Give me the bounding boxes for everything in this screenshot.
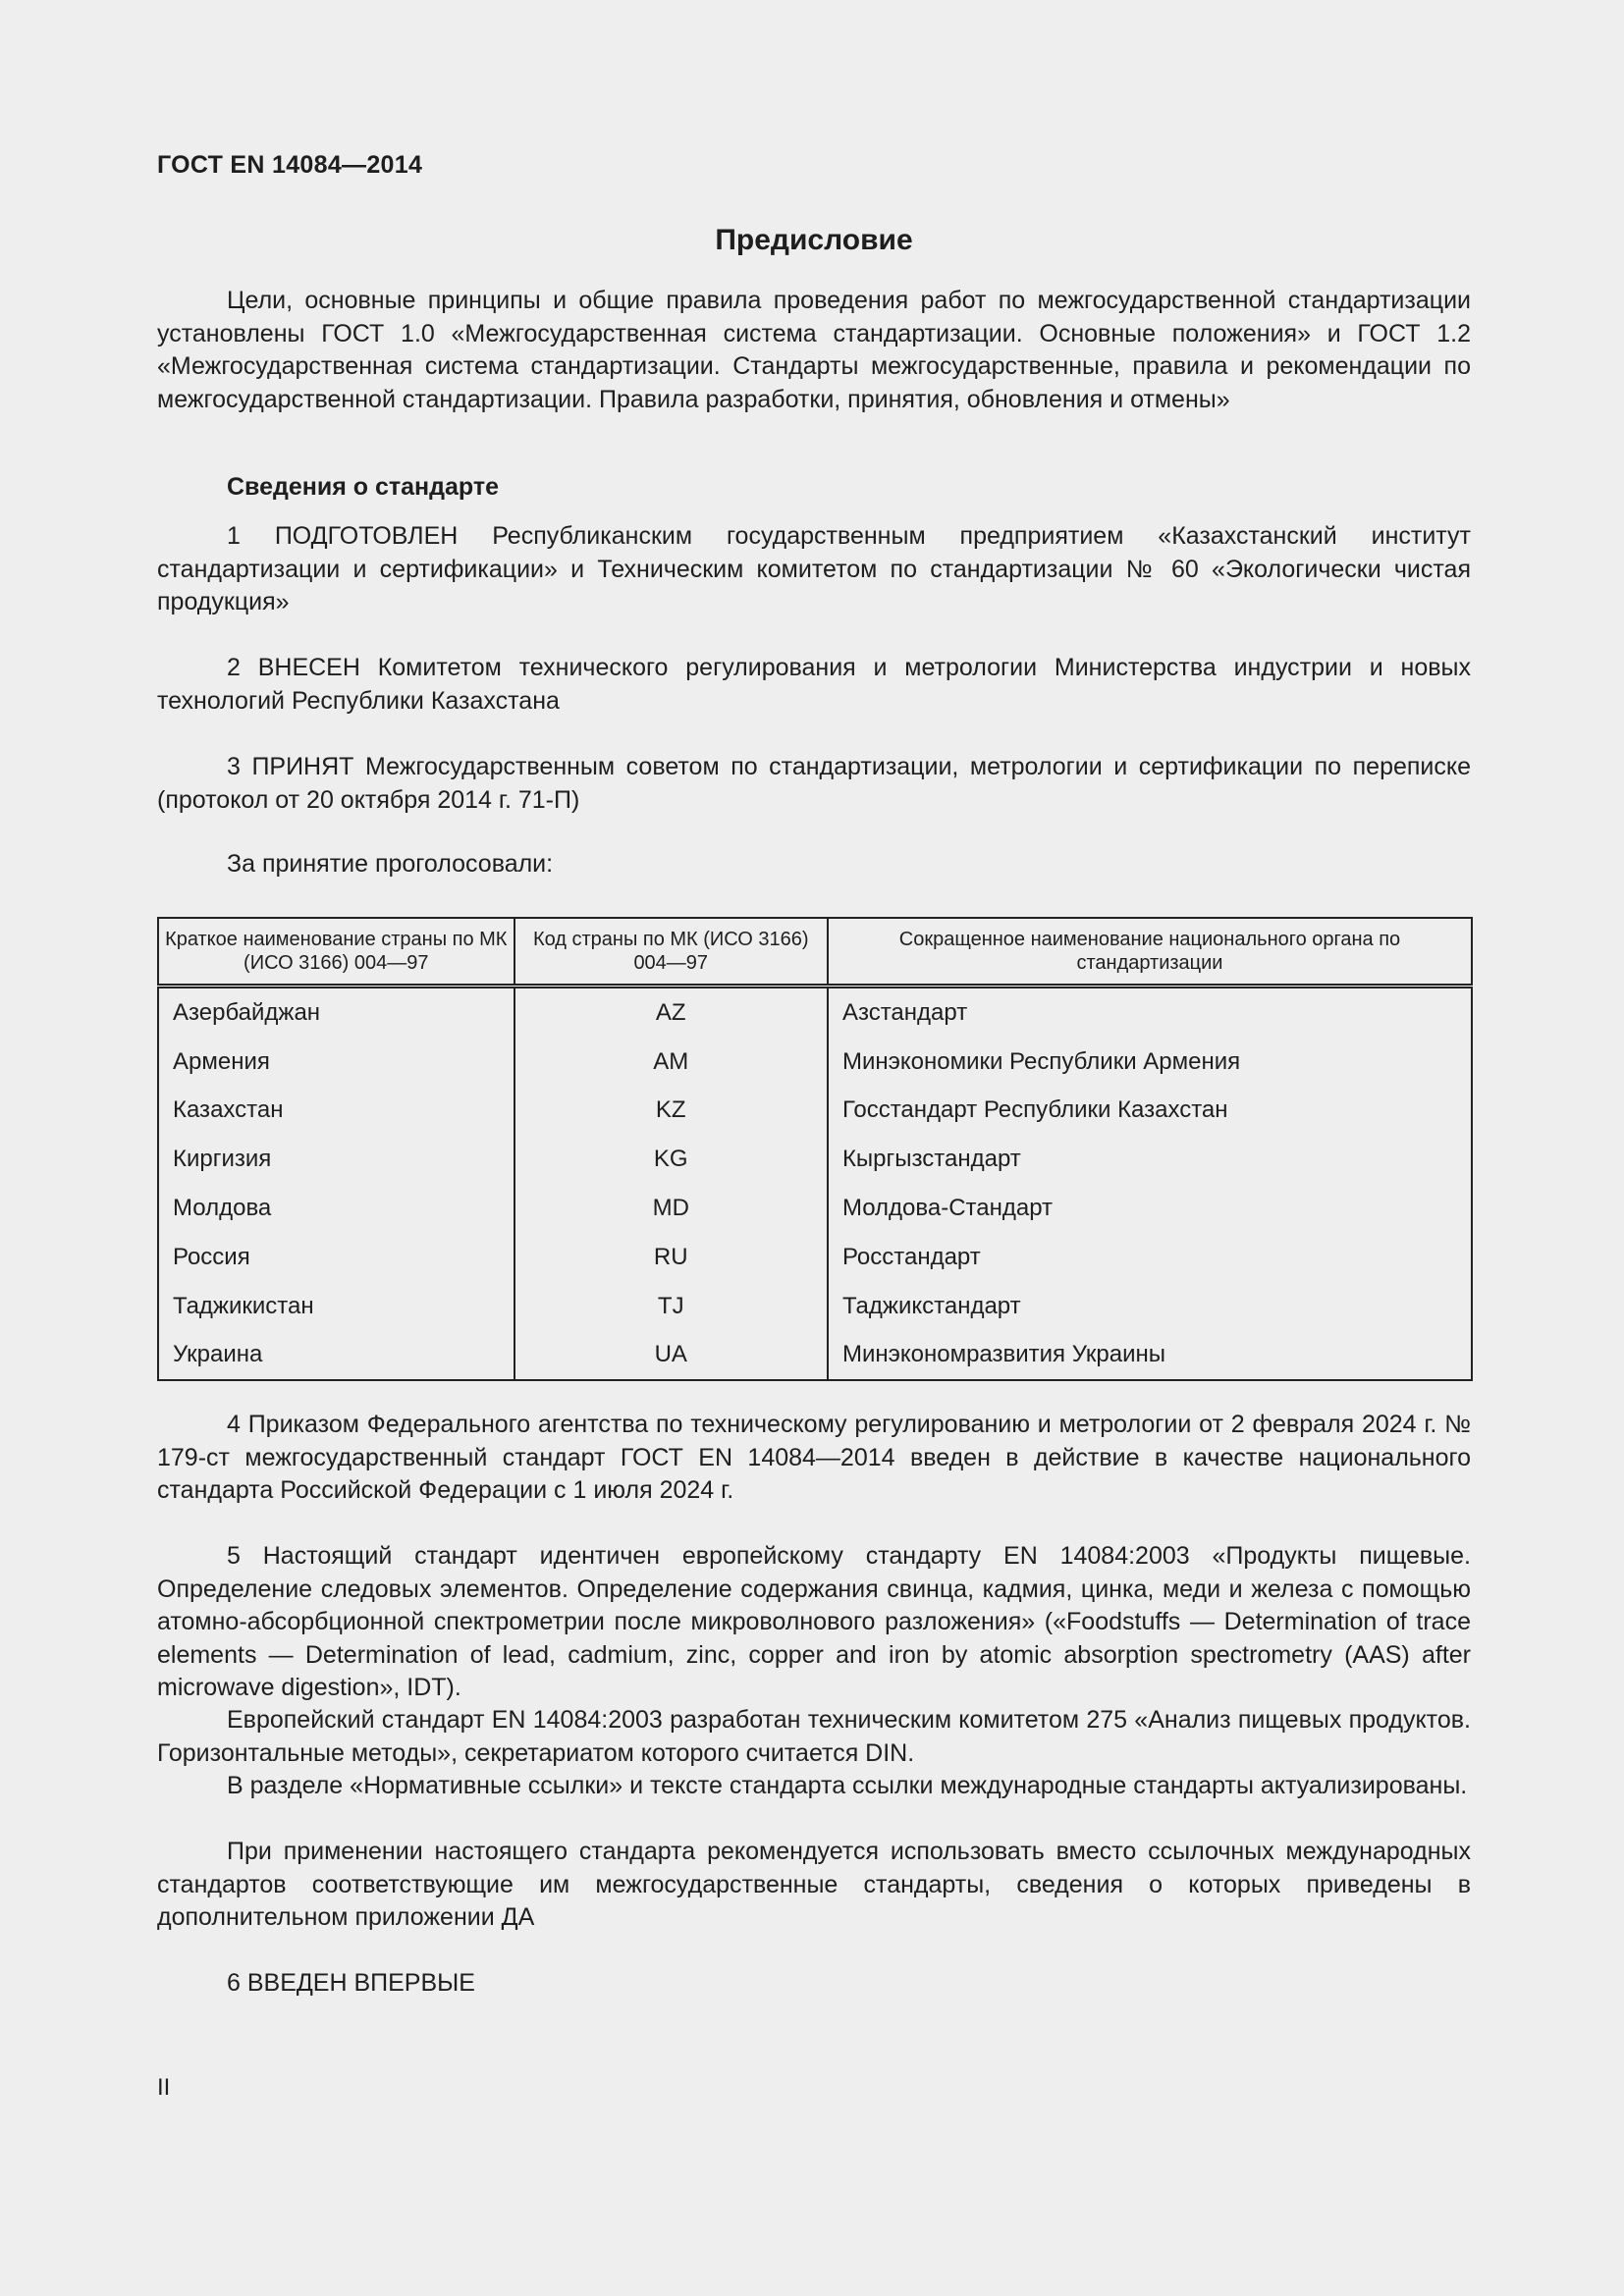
standards-body: Госстандарт Республики Казахстан xyxy=(828,1087,1472,1136)
country-name: Молдова xyxy=(158,1184,514,1233)
country-name: Киргизия xyxy=(158,1135,514,1184)
item-3-paragraph: 3 ПРИНЯТ Межгосударственным советом по стандартизации, метрологии и сертификации по переписке (протокол от 20 октября 2014 г. 71-П) xyxy=(157,753,1471,814)
country-code: MD xyxy=(514,1184,828,1233)
country-code: TJ xyxy=(514,1282,828,1331)
table-row xyxy=(158,1038,1472,1087)
page-title: Предисловие xyxy=(715,224,913,256)
item-6-paragraph: 6 ВВЕДЕН ВПЕРВЫЕ xyxy=(227,1969,475,1997)
country-code: KZ xyxy=(514,1087,828,1136)
item-5-references-paragraph: В разделе «Нормативные ссылки» и тексте стандарта ссылки международные стандарты актуализированы. xyxy=(227,1772,1468,1799)
table-row xyxy=(158,987,1472,1038)
country-name: Украина xyxy=(158,1331,514,1381)
standards-body: Кыргызстандарт xyxy=(828,1135,1472,1184)
item-2-paragraph: 2 ВНЕСЕН Комитетом технического регулирования и метрологии Министерства индустрии и новых технологий Республики Казахстана xyxy=(157,654,1471,715)
standards-body: Молдова-Стандарт xyxy=(828,1184,1472,1233)
country-name: Армения xyxy=(158,1038,514,1087)
country-code: UA xyxy=(514,1331,828,1381)
country-code: AM xyxy=(514,1038,828,1087)
item-1-paragraph: 1 ПОДГОТОВЛЕН Республиканским государственным предприятием «Казахстанский институт стандартизации и сертификации» и Техническим комитетом по стандартизации № 60 «Экологически чистая продукция» xyxy=(157,522,1471,615)
document-code: ГОСТ EN 14084—2014 xyxy=(157,151,423,179)
standards-body: Минэкономики Республики Армения xyxy=(828,1038,1472,1087)
country-code: KG xyxy=(514,1135,828,1184)
country-code: AZ xyxy=(514,987,828,1038)
country-name: Россия xyxy=(158,1233,514,1282)
country-code: RU xyxy=(514,1233,828,1282)
standards-body: Таджикстандарт xyxy=(828,1282,1472,1331)
table-header-row xyxy=(158,918,1472,987)
table-row xyxy=(158,1331,1472,1381)
standards-body: Росстандарт xyxy=(828,1233,1472,1282)
voting-table xyxy=(157,917,1473,1381)
table-row xyxy=(158,1282,1472,1331)
item-5-paragraph: 5 Настоящий стандарт идентичен европейскому стандарту EN 14084:2003 «Продукты пищевые. Определение следовых элементов. Определение содержания свинца, кадмия, цинка, меди и железа с помощью атомно-абсорбционной спектрометрии после микроволнового разложения» («Foodstuffs — Determination of trace elements — Determination of lead, cadmium, zinc, copper and iron by atomic absorption spectrometry (AAS) after microwave digestion», IDT). xyxy=(157,1542,1471,1701)
header-country-code: Код страны по МК (ИСО 3166) 004—97 xyxy=(514,918,828,987)
header-standards-body: Сокращенное наименование национального органа по стандартизации xyxy=(828,918,1472,987)
table-row xyxy=(158,1184,1472,1233)
table-row xyxy=(158,1087,1472,1136)
page-number: II xyxy=(157,2074,171,2101)
country-name: Азербайджан xyxy=(158,987,514,1038)
intro-paragraph: Цели, основные принципы и общие правила проведения работ по межгосударственной стандартизации установлены ГОСТ 1.0 «Межгосударственная система стандартизации. Основные положения» и ГОСТ 1.2 «Межгосударственная система стандартизации. Стандарты межгосударственные, правила и рекомендации по межгосударственной стандартизации. Правила разработки, принятия, обновления и отмены» xyxy=(157,287,1471,413)
country-name: Казахстан xyxy=(158,1087,514,1136)
country-name: Таджикистан xyxy=(158,1282,514,1331)
item-5-application-paragraph: При применении настоящего стандарта рекомендуется использовать вместо ссылочных международных стандартов соответствующие им межгосударственные стандарты, сведения о которых приведены в дополнительном приложении ДА xyxy=(157,1838,1471,1931)
table-row xyxy=(158,1233,1472,1282)
standards-body: Азстандарт xyxy=(828,987,1472,1038)
header-country-name: Краткое наименование страны по МК (ИСО 3166) 004—97 xyxy=(158,918,514,987)
item-4-paragraph: 4 Приказом Федерального агентства по техническому регулированию и метрологии от 2 февраля 2024 г. № 179-ст межгосударственный стандарт ГОСТ EN 14084—2014 введен в действие в качестве национального стандарта Российской Федерации с 1 июля 2024 г. xyxy=(157,1411,1471,1504)
voted-label: За принятие проголосовали: xyxy=(227,850,554,878)
standards-body: Минэкономразвития Украины xyxy=(828,1331,1472,1381)
item-5-origin-paragraph: Европейский стандарт EN 14084:2003 разработан техническим комитетом 275 «Анализ пищевых продуктов. Горизонтальные методы», секретариатом которого считается DIN. xyxy=(157,1706,1471,1767)
table-row xyxy=(158,1135,1472,1184)
info-heading: Сведения о стандарте xyxy=(227,473,500,501)
